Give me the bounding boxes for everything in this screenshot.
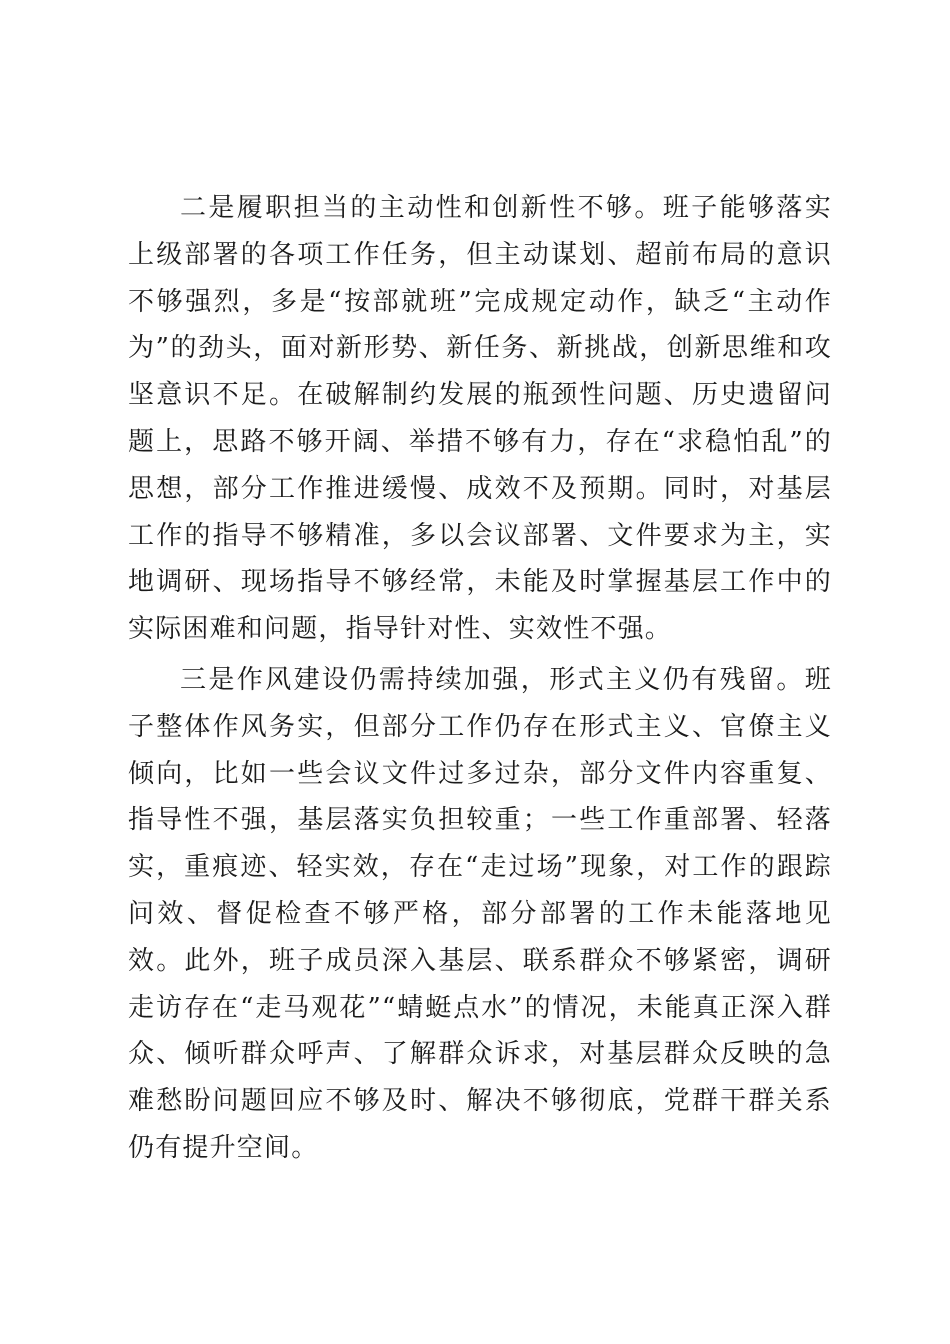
paragraph-work-style: 三是作风建设仍需持续加强，形式主义仍有残留。班子整体作风务实，但部分工作仍存在形式主义、官僚主义倾向，比如一些会议文件过多过杂，部分文件内容重复、指导性不强，基层落实负担较重；一些工作重部署、轻落实，重痕迹、轻实效，存在“走过场”现象，对工作的跟踪问效、督促检查不够严格，部分部署的工作未能落地见效。此外，班子成员深入基层、联系群众不够紧密，调研走访存在“走马观花”“蜻蜓点水”的情况，未能真正深入群众、倾听群众呼声、了解群众诉求，对基层群众反映的急难愁盼问题回应不够及时、解决不够彻底，党群干群关系仍有提升空间。 — [128, 664, 832, 1163]
document-body — [128, 185, 832, 1176]
paragraph-performance-initiative: 二是履职担当的主动性和创新性不够。班子能够落实上级部署的各项工作任务，但主动谋划、超前布局的意识不够强烈，多是“按部就班”完成规定动作，缺乏“主动作为”的劲头，面对新形势、新任务、新挑战，创新思维和攻坚意识不足。在破解制约发展的瓶颈性问题、历史遗留问题上，思路不够开阔、举措不够有力，存在“求稳怕乱”的思想，部分工作推进缓慢、成效不及预期。同时，对基层工作的指导不够精准，多以会议部署、文件要求为主，实地调研、现场指导不够经常，未能及时掌握基层工作中的实际困难和问题，指导针对性、实效性不强。 — [128, 193, 832, 645]
